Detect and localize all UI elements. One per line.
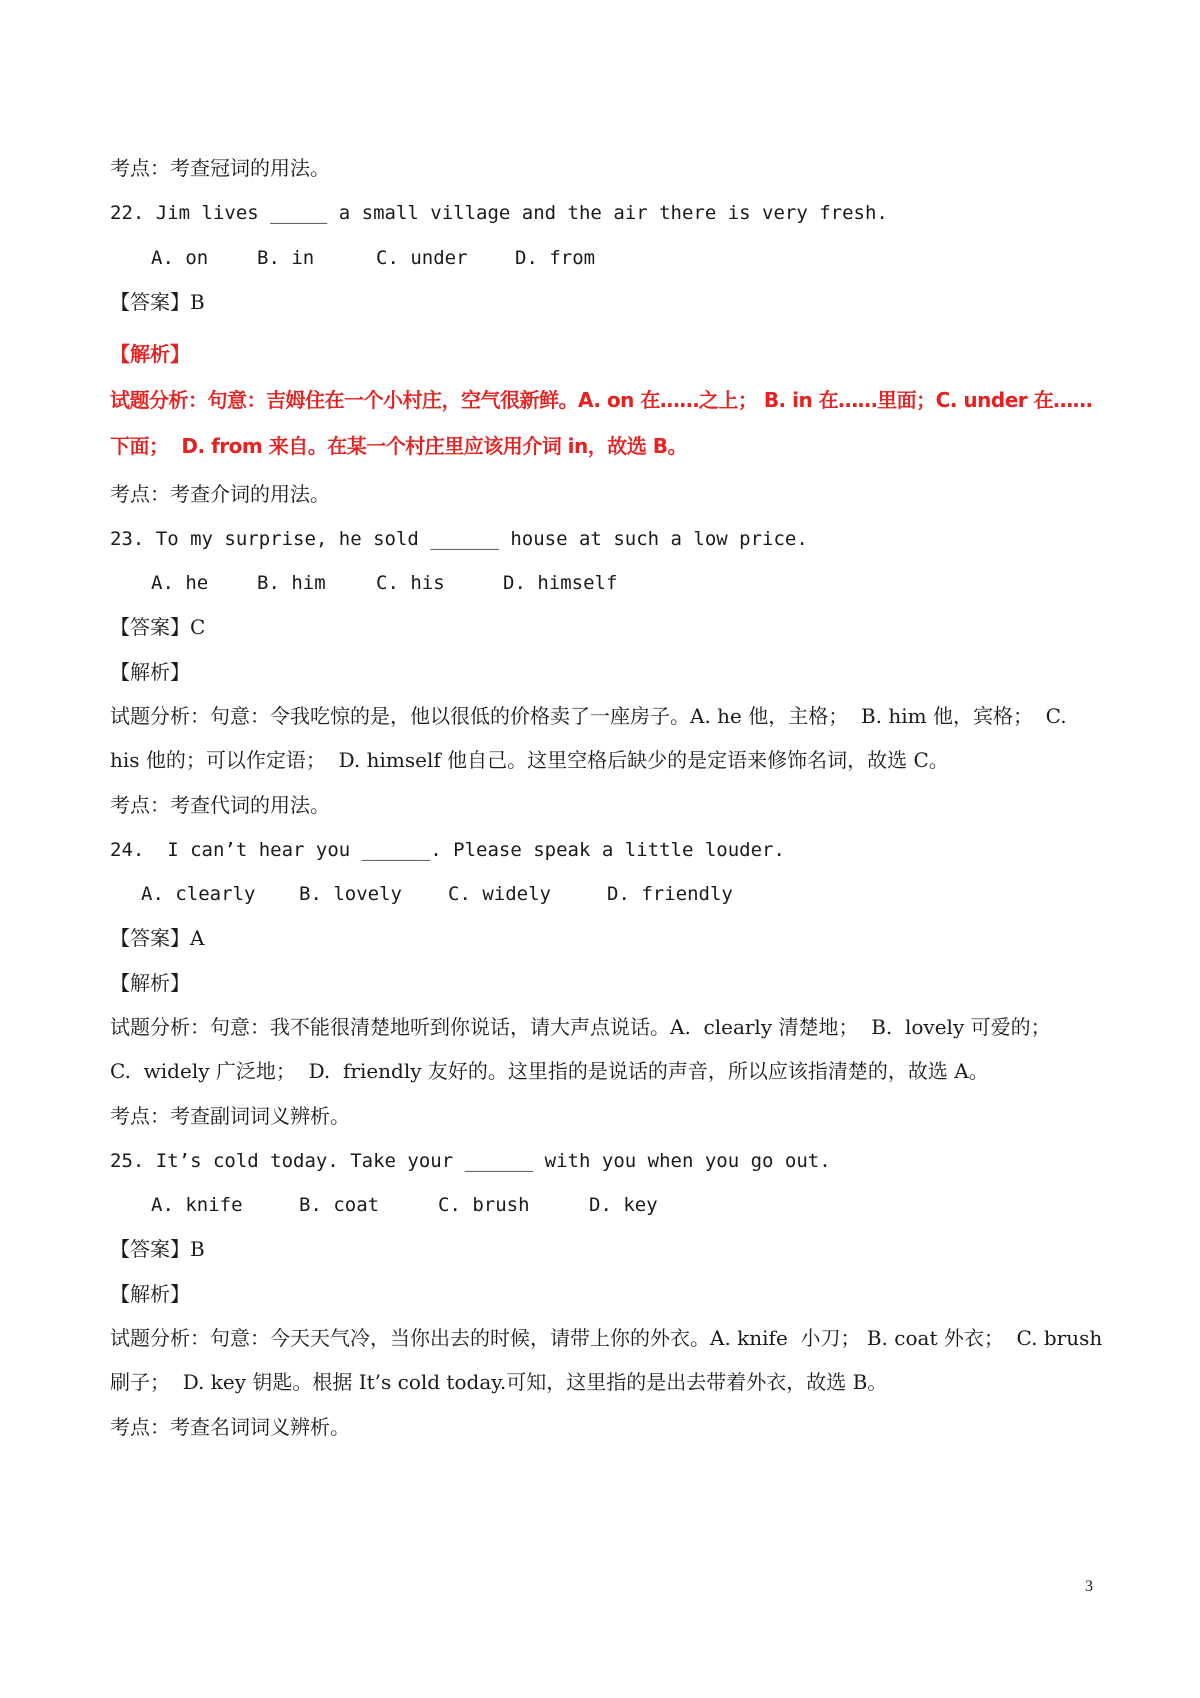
- q23-option-b: B. him: [257, 572, 326, 594]
- q24-question: 24. I can’t hear you ______. Please speak a little louder.: [110, 839, 785, 861]
- q22-analysis-line-2: 下面； D. from 来自。在某一个村庄里应该用介词 in，故选 B。: [110, 434, 687, 458]
- q22-answer: 【答案】B: [110, 290, 205, 314]
- q25-option-b: B. coat: [299, 1194, 380, 1216]
- q25-question: 25. It’s cold today. Take your ______ with you when you go out.: [110, 1150, 831, 1172]
- q22-analysis-line-1: 试题分析：句意：吉姆住在一个小村庄，空气很新鲜。A. on 在……之上； B. in 在……里面；C. under 在……: [110, 388, 1093, 412]
- q21-point: 考点：考查冠词的用法。: [110, 156, 330, 180]
- q23-options: [151, 569, 851, 597]
- q24-options: [141, 880, 841, 908]
- q22-question: 22. Jim lives _____ a small village and the air there is very fresh.: [110, 202, 888, 224]
- q24-answer: 【答案】A: [110, 926, 205, 950]
- q24-point: 考点：考查副词词义辨析。: [110, 1104, 350, 1128]
- q23-analysis-heading: 【解析】: [110, 660, 190, 684]
- q25-options: [151, 1191, 851, 1219]
- q22-option-d: D. from: [515, 247, 596, 269]
- q24-analysis-line-1: 试题分析：句意：我不能很清楚地听到你说话，请大声点说话。A. clearly 清楚地； B. lovely 可爱的；: [110, 1015, 1051, 1039]
- q23-analysis-line-1: 试题分析：句意：令我吃惊的是，他以很低的价格卖了一座房子。A. he 他，主格； B. him 他，宾格； C.: [110, 704, 1067, 728]
- q25-option-c: C. brush: [438, 1194, 530, 1216]
- q24-analysis-heading: 【解析】: [110, 971, 190, 995]
- q23-point: 考点：考查代词的用法。: [110, 793, 330, 817]
- q23-question: 23. To my surprise, he sold ______ house at such a low price.: [110, 528, 808, 550]
- q25-answer: 【答案】B: [110, 1237, 205, 1261]
- q22-options: [151, 244, 851, 272]
- q23-option-d: D. himself: [503, 572, 618, 594]
- q22-option-b: B. in: [257, 247, 315, 269]
- q22-analysis-heading: 【解析】: [110, 342, 190, 366]
- q24-option-c: C. widely: [448, 883, 551, 905]
- q25-analysis-line-2: 刷子； D. key 钥匙。根据 It’s cold today.可知，这里指的是出去带着外衣，故选 B。: [110, 1370, 888, 1394]
- q22-point: 考点：考查介词的用法。: [110, 482, 330, 506]
- q23-option-a: A. he: [151, 572, 209, 594]
- q24-analysis-line-2: C. widely 广泛地； D. friendly 友好的。这里指的是说话的声音，所以应该指清楚的，故选 A。: [110, 1059, 989, 1083]
- q25-option-a: A. knife: [151, 1194, 243, 1216]
- q25-analysis-line-1: 试题分析：句意：今天天气冷，当你出去的时候，请带上你的外衣。A. knife 小刀； B. coat 外衣； C. brush: [110, 1326, 1103, 1350]
- q25-point: 考点：考查名词词义辨析。: [110, 1415, 350, 1439]
- page-number: 3: [1085, 1578, 1093, 1595]
- q23-answer: 【答案】C: [110, 615, 206, 639]
- q24-option-d: D. friendly: [607, 883, 733, 905]
- q25-analysis-heading: 【解析】: [110, 1282, 190, 1306]
- q22-option-c: C. under: [376, 247, 468, 269]
- q22-option-a: A. on: [151, 247, 209, 269]
- q24-option-a: A. clearly: [141, 883, 256, 905]
- q25-option-d: D. key: [589, 1194, 658, 1216]
- q24-option-b: B. lovely: [299, 883, 402, 905]
- q23-option-c: C. his: [376, 572, 445, 594]
- q23-analysis-line-2: his 他的；可以作定语； D. himself 他自己。这里空格后缺少的是定语来修饰名词，故选 C。: [110, 748, 949, 772]
